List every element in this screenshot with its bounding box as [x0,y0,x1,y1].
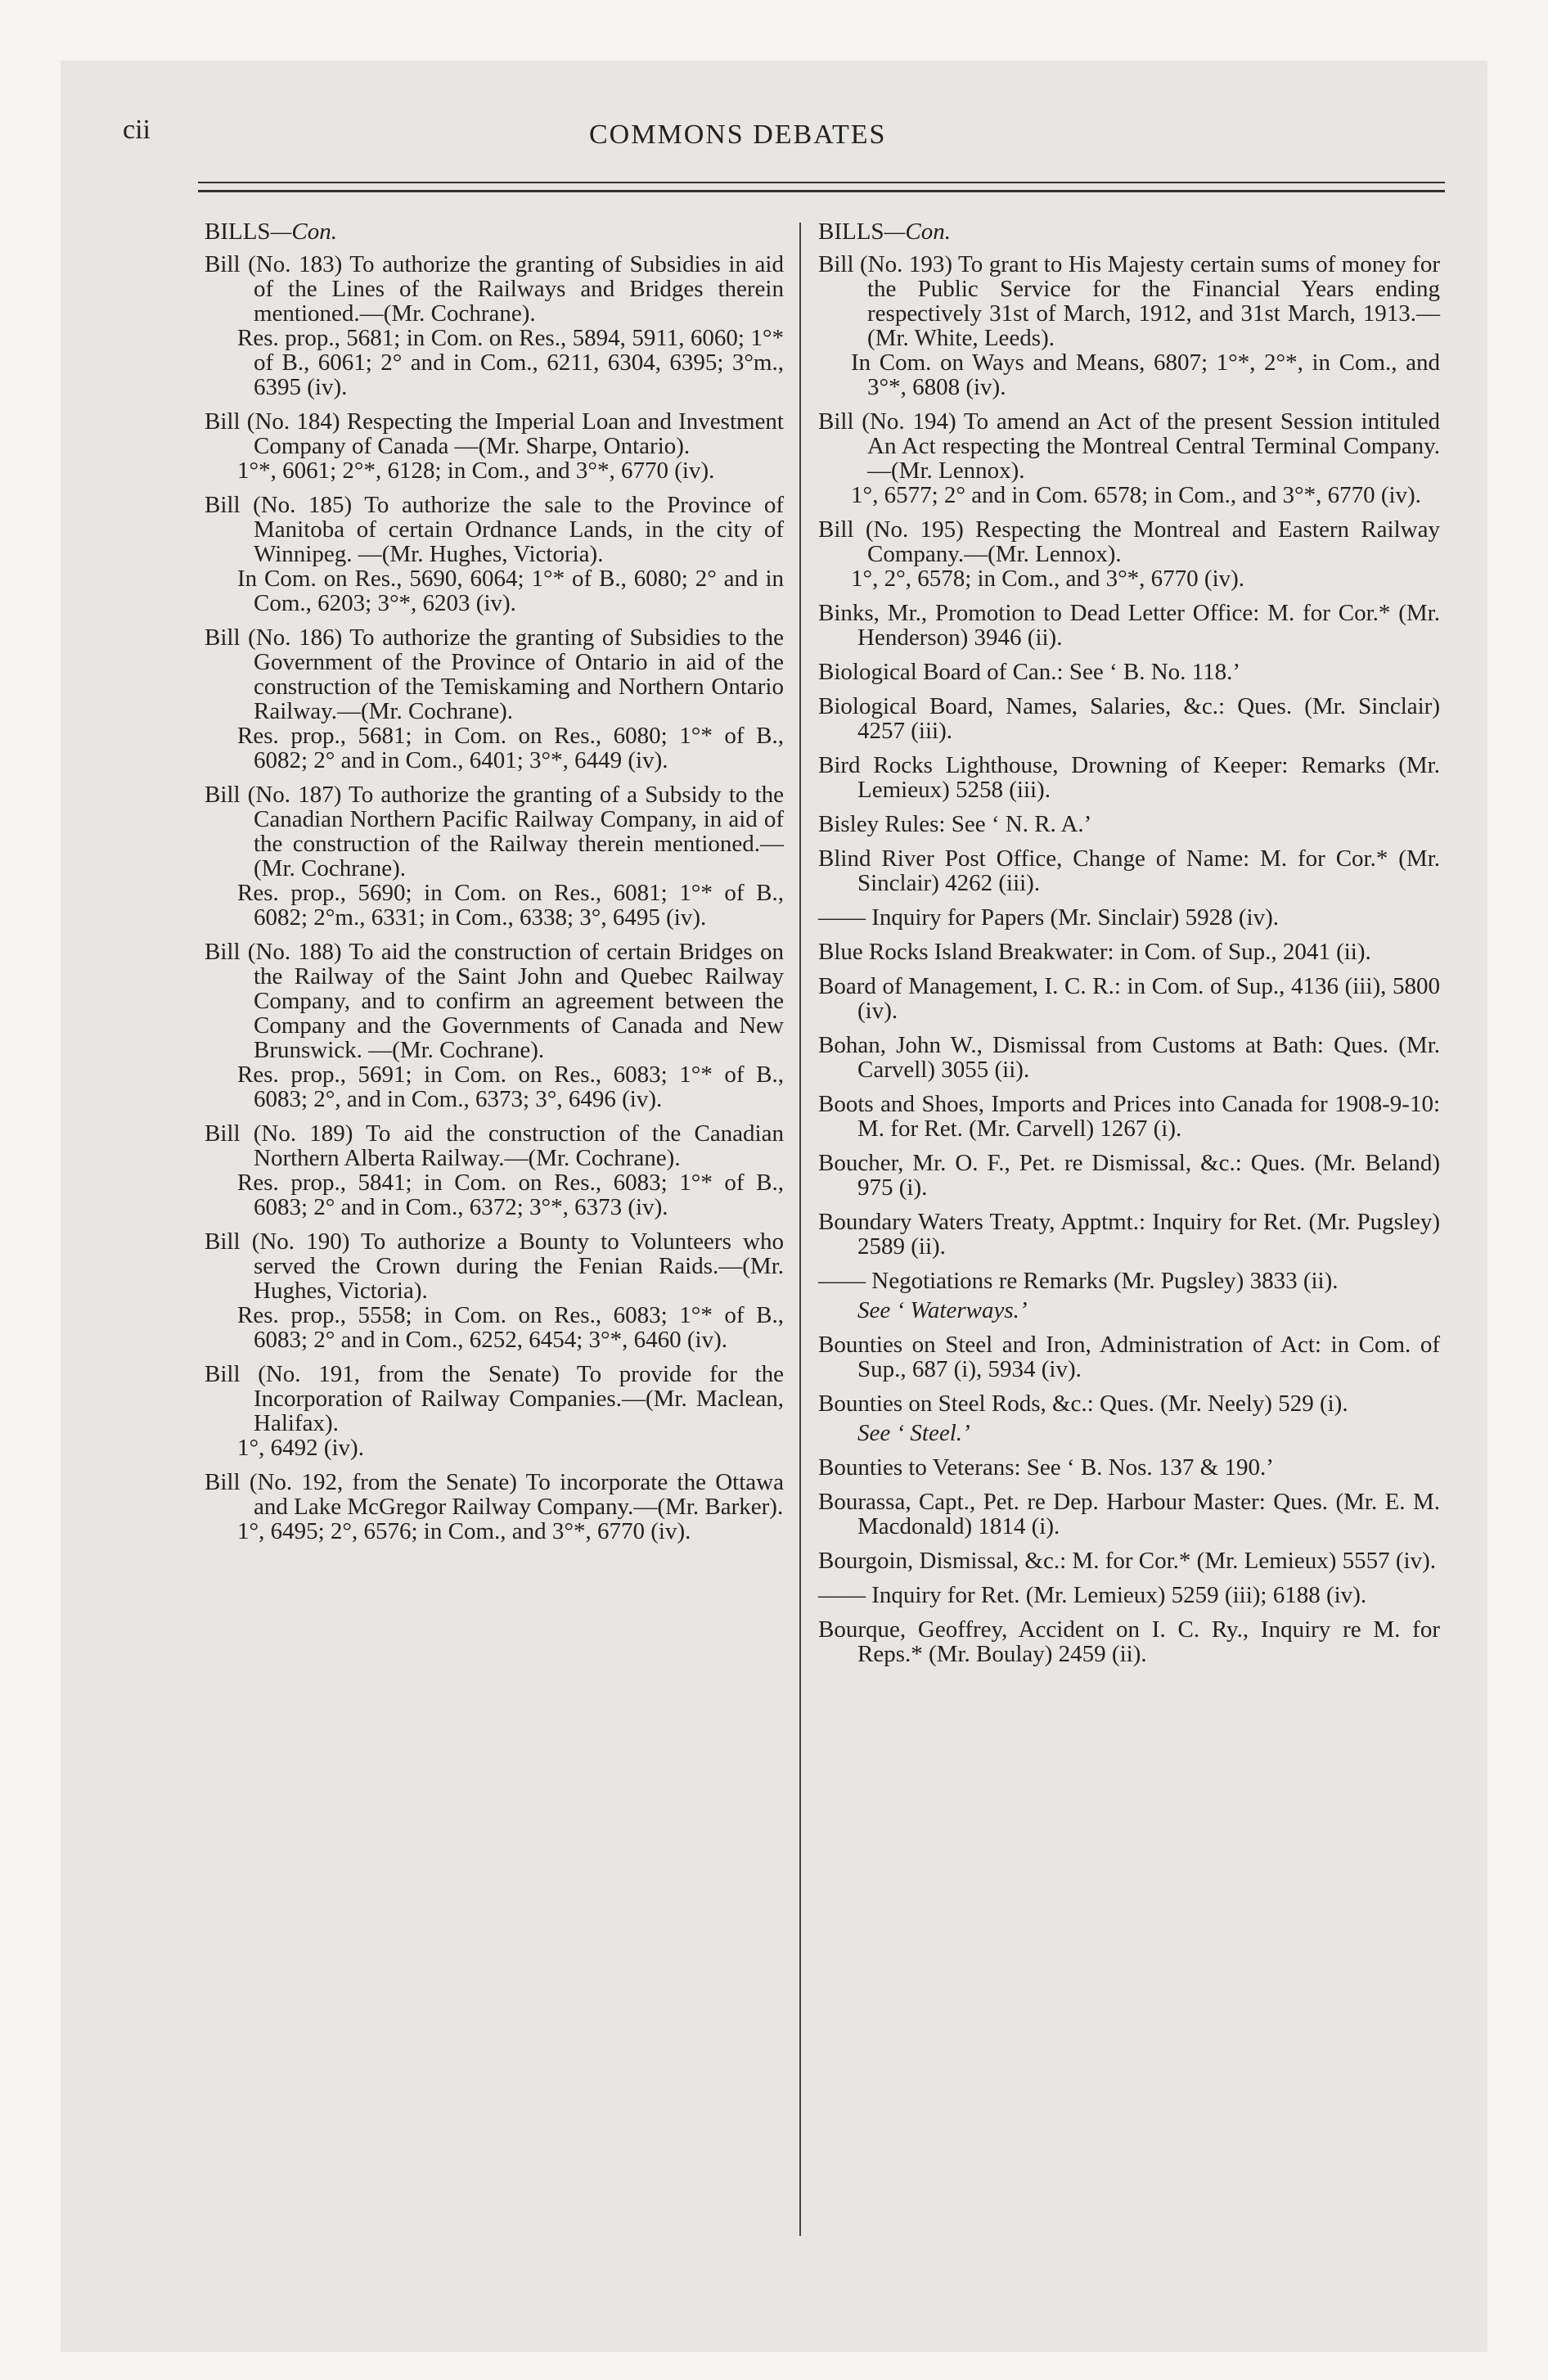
index-entry: Bird Rocks Lighthouse, Drowning of Keeper: Remarks (Mr. Lemieux) 5258 (iii). [818,752,1440,803]
bill-title: Bill (No. 191, from the Senate) To provide for the Incorporation of Railway Companies.—(Mr. Maclean, Halifax). [205,1361,784,1436]
index-entry: Biological Board of Can.: See ‘ B. No. 118.’ [818,659,1241,685]
bill-reference: Res. prop., 5681; in Com. on Res., 5894, 5911, 6060; 1°* of B., 6061; 2° and in Com., 6211, 6304, 6395; 3°m., 6395 (iv). [237,325,784,400]
index-entry: Boots and Shoes, Imports and Prices into Canada for 1908-9-10: M. for Ret. (Mr. Carvell) 1267 (i). [818,1091,1440,1142]
bill-title: Bill (No. 193) To grant to His Majesty certain sums of money for the Public Service for the Financial Years ending respectively 31st of March, 1912, and 31st March, 1913.—(Mr. White, Leeds). [818,251,1440,351]
bill-reference: Res. prop., 5690; in Com. on Res., 6081; 1°* of B., 6082; 2°m., 6331; in Com., 6338; 3°, 6495 (iv). [237,880,784,931]
bill-title: Bill (No. 195) Respecting the Montreal and Eastern Railway Company.—(Mr. Lennox). [818,516,1440,567]
index-entry: Bounties on Steel and Iron, Administration of Act: in Com. of Sup., 687 (i), 5934 (iv). [818,1332,1440,1382]
see-reference: See ‘ Waterways.’ [857,1297,1028,1323]
bill-title: Bill (No. 184) Respecting the Imperial Loan and Investment Company of Canada —(Mr. Sharpe, Ontario). [205,408,784,459]
bill-entry-189 [205,1121,784,1219]
left-heading-main: BILLS [205,219,271,245]
header-rule-top [198,182,1445,183]
right-heading-main: BILLS [818,219,884,245]
index-entry: Biological Board, Names, Salaries, &c.: Ques. (Mr. Sinclair) 4257 (iii). [818,693,1440,744]
bill-title: Bill (No. 189) To aid the construction of the Canadian Northern Alberta Railway.—(Mr. Cochrane). [205,1120,784,1171]
bill-title: Bill (No. 188) To aid the construction of certain Bridges on the Railway of the Saint John and Quebec Railway Company, and to confirm an agreement between the Company and the Governments of Canada and New Brunswick. —(Mr. Cochrane). [205,939,784,1063]
bill-title: Bill (No. 185) To authorize the sale to the Province of Manitoba of certain Ordnance Lands, in the city of Winnipeg. —(Mr. Hughes, Victoria). [205,492,784,567]
right-heading-cont: —Con. [884,219,951,245]
bill-title: Bill (No. 190) To authorize a Bounty to Volunteers who served the Crown during the Fenian Raids.—(Mr. Hughes, Victoria). [205,1228,784,1304]
left-column-heading [205,219,784,244]
index-entry: Blind River Post Office, Change of Name: M. for Cor.* (Mr. Sinclair) 4262 (iii). [818,845,1440,896]
index-entry: Bohan, John W., Dismissal from Customs at Bath: Ques. (Mr. Carvell) 3055 (ii). [818,1032,1440,1083]
bill-entry-183 [205,252,784,399]
index-entry: Bisley Rules: See ‘ N. R. A.’ [818,811,1092,837]
bill-title: Bill (No. 186) To authorize the granting of Subsidies to the Government of the Province of Ontario in aid of the construction of the Temiskaming and Northern Ontario Railway.—(Mr. Cochrane). [205,624,784,724]
header-rule-bottom [198,190,1445,192]
column-divider [799,223,801,2236]
bill-reference: Res. prop., 5841; in Com. on Res., 6083; 1°* of B., 6083; 2° and in Com., 6372; 3°*, 6373 (iv). [237,1170,784,1220]
bill-entry-191 [205,1362,784,1460]
bill-title: Bill (No. 192, from the Senate) To incorporate the Ottawa and Lake McGregor Railway Company.—(Mr. Barker). [205,1469,784,1520]
bill-entry-184 [205,409,784,483]
bill-entry-187 [205,782,784,930]
bill-entry-190 [205,1229,784,1352]
bill-reference: In Com. on Res., 5690, 6064; 1°* of B., 6080; 2° and in Com., 6203; 3°*, 6203 (iv). [237,566,784,616]
index-entry: Bounties on Steel Rods, &c.: Ques. (Mr. Neely) 529 (i). [818,1391,1348,1417]
page-number: cii [123,115,151,145]
index-entry: Blue Rocks Island Breakwater: in Com. of Sup., 2041 (ii). [818,939,1371,965]
bill-reference: Res. prop., 5691; in Com. on Res., 6083; 1°* of B., 6083; 2°, and in Com., 6373; 3°, 6496 (iv). [237,1062,784,1112]
bill-entry-186 [205,625,784,773]
bill-reference: 1°*, 6061; 2°*, 6128; in Com., and 3°*, 6770 (iv). [237,458,715,484]
bill-reference: 1°, 6495; 2°, 6576; in Com., and 3°*, 6770 (iv). [237,1518,691,1544]
right-column-heading [818,219,1440,244]
bill-entry-185 [205,493,784,615]
see-reference: See ‘ Steel.’ [857,1420,970,1446]
bill-title: Bill (No. 183) To authorize the granting of Subsidies in aid of the Lines of the Railways and Bridges therein mentioned.—(Mr. Cochrane). [205,251,784,327]
bill-entry-194 [818,409,1440,507]
index-entry: Boundary Waters Treaty, Apptmt.: Inquiry for Ret. (Mr. Pugsley) 2589 (ii). [818,1209,1440,1260]
index-entry: Board of Management, I. C. R.: in Com. of Sup., 4136 (iii), 5800 (iv). [818,973,1440,1024]
right-column [818,219,1440,1676]
bill-reference: 1°, 2°, 6578; in Com., and 3°*, 6770 (iv). [851,566,1245,592]
bill-title: Bill (No. 187) To authorize the granting of a Subsidy to the Canadian Northern Pacific Railway Company, in aid of the construction of the Railway therein mentioned.—(Mr. Cochrane). [205,782,784,881]
index-entry: Binks, Mr., Promotion to Dead Letter Office: M. for Cor.* (Mr. Henderson) 3946 (ii). [818,600,1440,651]
bill-title: Bill (No. 194) To amend an Act of the present Session intituled An Act respecting the Montreal Central Terminal Company.—(Mr. Lennox). [818,408,1440,484]
index-entry: Boucher, Mr. O. F., Pet. re Dismissal, &c.: Ques. (Mr. Beland) 975 (i). [818,1150,1440,1201]
bill-reference: Res. prop., 5681; in Com. on Res., 6080; 1°* of B., 6082; 2° and in Com., 6401; 3°*, 6449 (iv). [237,723,784,773]
index-entry: Bourque, Geoffrey, Accident on I. C. Ry., Inquiry re M. for Reps.* (Mr. Boulay) 2459 (ii). [818,1616,1440,1667]
left-column [205,219,784,1553]
bill-entry-192 [205,1470,784,1544]
bill-entry-195 [818,517,1440,591]
running-head: COMMONS DEBATES [589,119,887,150]
left-heading-cont: —Con. [270,219,337,245]
bill-reference: 1°, 6492 (iv). [237,1435,364,1461]
index-subentry: —— Negotiations re Remarks (Mr. Pugsley) 3833 (ii). [818,1268,1339,1294]
bill-reference: 1°, 6577; 2° and in Com. 6578; in Com., and 3°*, 6770 (iv). [851,482,1421,508]
bill-entry-193 [818,252,1440,399]
bill-reference: In Com. on Ways and Means, 6807; 1°*, 2°*, in Com., and 3°*, 6808 (iv). [851,349,1440,400]
index-entry: Bourgoin, Dismissal, &c.: M. for Cor.* (Mr. Lemieux) 5557 (iv). [818,1548,1437,1574]
index-subentry: —— Inquiry for Papers (Mr. Sinclair) 5928 (iv). [818,904,1279,931]
bill-reference: Res. prop., 5558; in Com. on Res., 6083; 1°* of B., 6083; 2° and in Com., 6252, 6454; 3°*, 6460 (iv). [237,1302,784,1353]
index-entry: Bourassa, Capt., Pet. re Dep. Harbour Master: Ques. (Mr. E. M. Macdonald) 1814 (i). [818,1489,1440,1539]
bill-entry-188 [205,940,784,1111]
index-entry: Bounties to Veterans: See ‘ B. Nos. 137 & 190.’ [818,1454,1274,1481]
index-subentry: —— Inquiry for Ret. (Mr. Lemieux) 5259 (iii); 6188 (iv). [818,1582,1367,1608]
